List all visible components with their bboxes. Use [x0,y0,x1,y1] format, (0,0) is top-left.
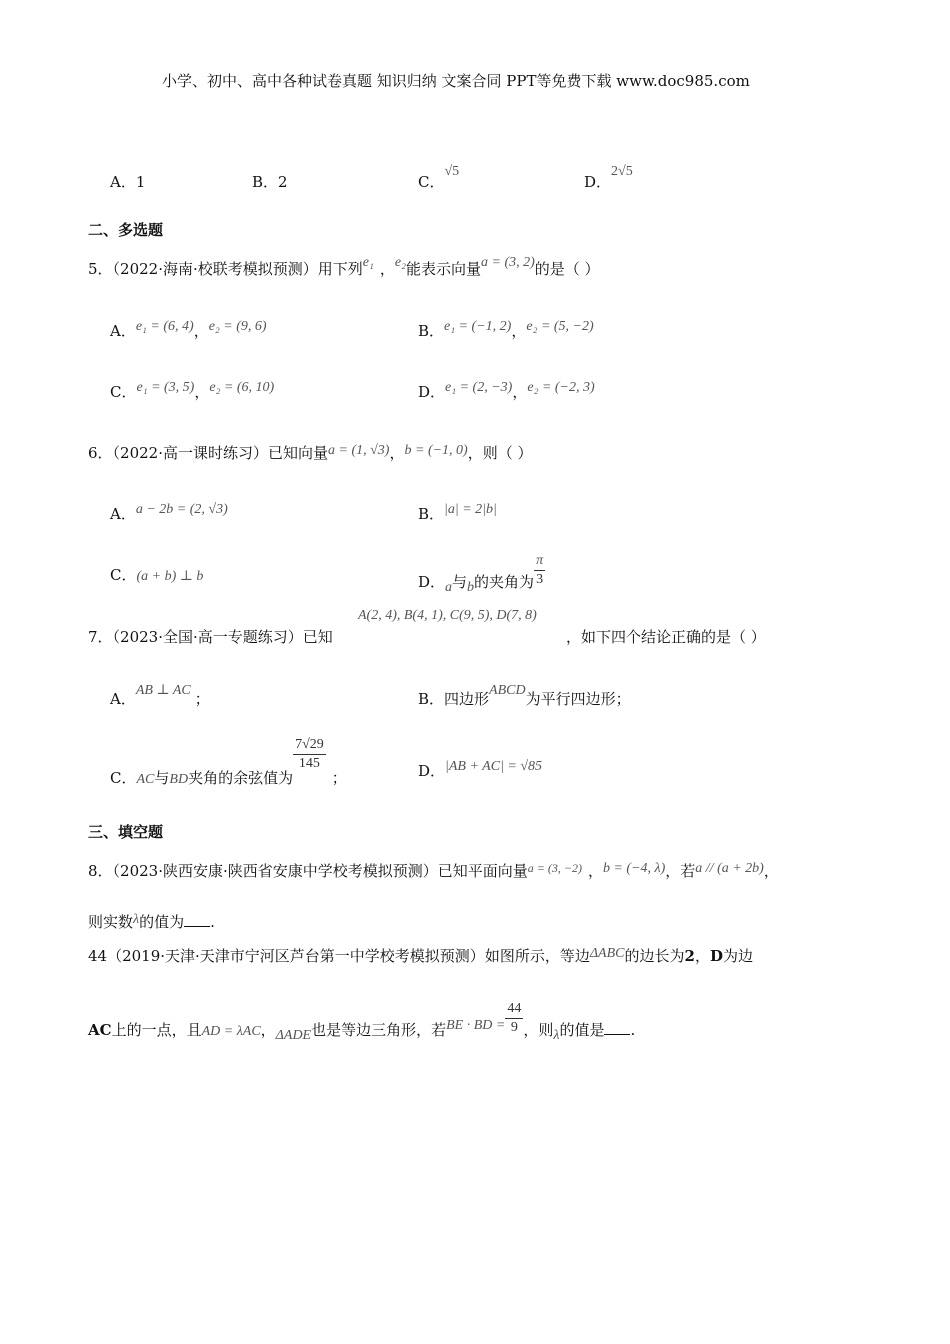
page-header: 小学、初中、高中各种试卷真题 知识归纳 文案合同 PPT等免费下载 www.doc985.com [162,72,750,90]
q6-option-d[interactable]: D．a与b的夹角为 $\frac{\pi}{3}$ [418,553,544,595]
q8-answer-blank[interactable] [184,914,210,927]
question-7-stem: 7．（2023·全国·高一专题练习）已知 [88,628,333,646]
q7-c-fraction: $\frac{7√29}{145}$ [295,737,324,771]
question-5-stem: 5．（2022·海南·校联考模拟预测）用下列e₁ ，e₂能表示向量a = (3, 2)的是（ ） [88,255,600,278]
question-9-stem: 44（2019·天津·天津市宁河区芦台第一中学校考模拟预测）如图所示，等边ΔABC的边长为2，D为边 [88,946,753,965]
q7-points: A(2, 4), B(4, 1), C(9, 5), D(7, 8) [358,608,537,623]
q7-option-c[interactable]: C．AC与BD夹角的余弦值为 $\frac{7√29}{145}$ ； [110,737,347,787]
q7-stem-tail: ，如下四个结论正确的是（ ） [566,628,766,646]
q7-option-a[interactable]: A．AB ⊥ AC ； [110,683,210,708]
q5-option-b[interactable]: B．e₁ = (−1, 2)，e₂ = (5, −2) [418,319,594,340]
q4-option-a[interactable]: A．1 [110,173,146,191]
q5-option-c[interactable]: C．e₁ = (3, 5)，e₂ = (6, 10) [110,380,275,401]
q4-option-b[interactable]: B．2 [252,173,288,191]
question-6-stem: 6．（2022·高一课时练习）已知向量a = (1, √3)，b = (−1, 0)，则（ ） [88,443,533,462]
q9-answer-blank[interactable] [604,1022,630,1035]
section-fill-in-heading: 三、填空题 [88,823,164,841]
question-9-line-2: AC上的一点，且AD = λAC，ΔADE也是等边三角形，若BE · BD = $\frac{44}{9}$ ，则λ的值是 . [88,1001,636,1043]
q6-option-a[interactable]: A．a − 2b = (2, √3) [110,502,228,523]
q5-option-a[interactable]: A．e₁ = (6, 4)，e₂ = (9, 6) [110,319,267,340]
q7-option-d[interactable]: D．|AB + AC| = √85 [418,759,543,780]
section-multi-choice-heading: 二、多选题 [88,221,164,239]
q4-option-d[interactable]: D．2√5 [584,164,633,191]
q5-option-d[interactable]: D．e₁ = (2, −3)，e₂ = (−2, 3) [418,380,595,401]
question-8-line-2: 则实数λ的值为 . [88,912,215,931]
q6-option-b[interactable]: B．|a| = 2|b| [418,502,497,523]
q6-option-c[interactable]: C．(a + b) ⊥ b [110,566,204,584]
question-8-stem: 8．（2023·陕西安康·陕西省安康中学校考模拟预测）已知平面向量$^{a = (3, -2)}$ ，b = (−4, λ)，若a // (a + 2b)， [88,861,779,880]
q4-option-c[interactable]: C．√5 [418,164,460,191]
q7-option-b[interactable]: B．四边形ABCD为平行四边形； [418,683,631,708]
q6-d-fraction: $\frac{\pi}{3}$ [536,553,544,587]
q9-fraction: $\frac{44}{9}$ [507,1001,522,1035]
